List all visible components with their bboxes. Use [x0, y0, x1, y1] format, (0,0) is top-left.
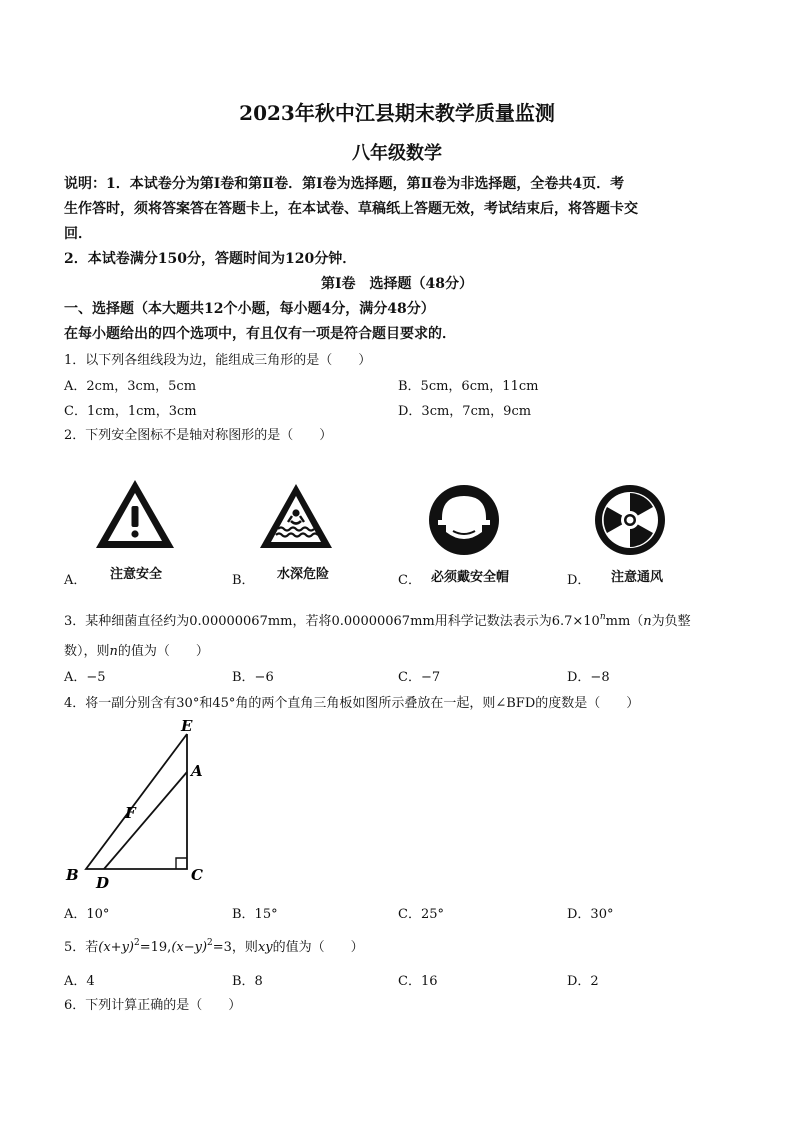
q5-option-c: C．16	[398, 974, 438, 989]
q5-expression-1: (x+y)	[98, 940, 134, 955]
instructions-line-2: 生作答时，须将答案答在答题卡上，在本试卷、草稿纸上答题无效，考试结束后，将答题卡交	[64, 201, 638, 217]
q4-label-e: E	[181, 717, 193, 735]
q4-label-f: F	[125, 804, 136, 822]
q3-line2-part-a: 数），则	[64, 644, 110, 659]
q2-caption-d: 注意通风	[611, 570, 664, 585]
q5-stem-part-b: 的值为（ ）	[272, 940, 364, 955]
q2-stem: 2．下列安全图标不是轴对称图形的是（ ）	[64, 428, 333, 443]
q3-stem-part-a: 3．某种细菌直径约为0.00000067mm，若将0.00000067mm用科学记数法表示为6.7×10	[64, 614, 600, 629]
q5-expression-2: (x−y)	[171, 940, 208, 955]
q5-equation-2: =3，则	[212, 940, 258, 955]
q5-equation-1: =19,	[139, 940, 172, 955]
q5-stem-part-a: 5．若	[64, 940, 99, 955]
q3-stem-line-2	[64, 640, 209, 659]
q2-caption-a: 注意安全	[110, 567, 163, 582]
q3-variable-n-2: n	[109, 644, 118, 659]
q1-option-b: B．5cm，6cm，11cm	[398, 379, 539, 394]
q1-stem: 1．以下列各组线段为边，能组成三角形的是（ ）	[64, 353, 372, 368]
ventilation-fan-icon	[594, 484, 666, 556]
q5-option-b: B．8	[232, 974, 263, 989]
q2-option-d-letter: D．	[567, 573, 591, 588]
instructions-line-1: 说明：1．本试卷分为第Ⅰ卷和第Ⅱ卷．第Ⅰ卷为选择题，第Ⅱ卷为非选择题，全卷共4页．考	[64, 176, 625, 192]
q2-option-b-letter: B．	[232, 573, 255, 588]
safety-helmet-icon	[428, 484, 500, 556]
q4-label-b: B	[66, 866, 79, 884]
q3-stem-line-1	[64, 610, 691, 629]
q2-option-a-letter: A．	[64, 573, 87, 588]
q5-option-a: A．4	[64, 974, 95, 989]
q4-label-a: A	[191, 762, 203, 780]
q4-option-c: C．25°	[398, 907, 444, 922]
q4-option-a: A．10°	[64, 907, 110, 922]
q2-caption-c: 必须戴安全帽	[431, 570, 510, 585]
q3-option-c: C．−7	[398, 670, 441, 685]
q1-option-d: D．3cm，7cm，9cm	[398, 404, 532, 419]
q3-variable-n: n	[643, 614, 652, 629]
warning-exclamation-icon	[94, 478, 176, 550]
q5-variable-xy: xy	[257, 940, 273, 955]
q1-option-a: A．2cm，3cm，5cm	[64, 379, 197, 394]
q3-line2-part-b: 的值为（ ）	[117, 644, 209, 659]
q3-stem-part-c: 为负整	[651, 614, 691, 629]
q3-option-b: B．−6	[232, 670, 274, 685]
q3-option-d: D．−8	[567, 670, 610, 685]
q4-option-b: B．15°	[232, 907, 278, 922]
q2-caption-b: 水深危险	[277, 567, 330, 582]
q4-label-c: C	[191, 866, 203, 884]
q4-label-d: D	[96, 874, 110, 892]
q3-exponent: n	[599, 612, 606, 622]
q3-stem-part-b: mm（	[605, 614, 644, 629]
q5-stem	[64, 936, 364, 955]
part1-heading: 第Ⅰ卷 选择题（48分）	[320, 276, 474, 292]
q4-option-d: D．30°	[567, 907, 614, 922]
q4-stem: 4．将一副分别含有30°和45°角的两个直角三角板如图所示叠放在一起，则∠BFD的度数是（ ）	[64, 696, 640, 711]
q5-square-1: 2	[134, 938, 140, 948]
deep-water-icon	[258, 482, 334, 550]
instructions-line-3: 回．	[64, 226, 92, 242]
q2-option-c-letter: C．	[398, 573, 421, 588]
exam-subtitle: 八年级数学	[352, 143, 442, 164]
q1-option-c: C．1cm，1cm，3cm	[64, 404, 197, 419]
section-heading: 一、选择题（本大题共12个小题，每小题4分，满分48分）	[64, 301, 435, 317]
q5-option-d: D．2	[567, 974, 599, 989]
instructions-line-4: 2．本试卷满分150分，答题时间为120分钟．	[64, 251, 357, 267]
section-note: 在每小题给出的四个选项中，有且仅有一项是符合题目要求的．	[64, 326, 456, 342]
q3-option-a: A．−5	[64, 670, 106, 685]
q6-stem: 6．下列计算正确的是（ ）	[64, 998, 242, 1013]
q5-square-2: 2	[207, 938, 213, 948]
exam-title: 2023年秋中江县期末教学质量监测	[239, 101, 555, 125]
q4-triangle-figure	[60, 714, 220, 894]
